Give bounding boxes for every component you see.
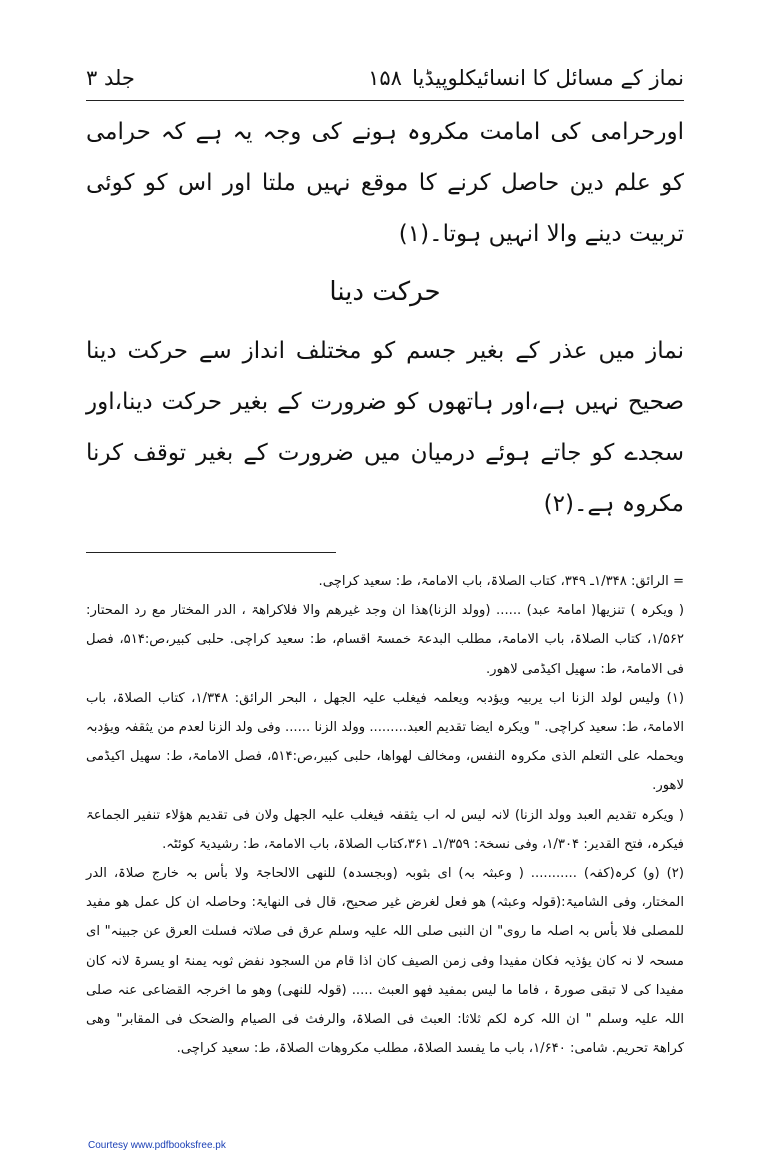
- paragraph-movement: نماز میں عذر کے بغیر جسم کو مختلف انداز سے حرکت دینا صحیح نہیں ہے،اور ہاتھوں کو ضرورت کے بغیر حرکت دینا،اور سجدے کو جاتے ہوئے درمیان میں ضرورت کے بغیر توقف کرنا مکروہ ہے۔(۲): [86, 338, 684, 517]
- courtesy-link[interactable]: Courtesy www.pdfbooksfree.pk: [88, 1140, 226, 1151]
- footnote: = الرائق: ۱/۳۴۸ـ ۳۴۹، کتاب الصلاۃ، باب الامامۃ، ط: سعید کراچی.: [318, 574, 684, 589]
- page-number: ۱۵۸: [368, 66, 402, 90]
- footnotes: [86, 567, 684, 1063]
- footnote: (۲) (و) کرہ(کفہ) ........... ( وعبثہ بہ) ای بثوبہ (وبجسدہ) للنھی الالحاجۃ ولا بأس بہ خارج صلاۃ، الدر المختار، وفی الشامیۃ:(قولہ وعبثہ) ھو فعل لغرض غیر صحیح، قال فی النھایۃ: وحاصلہ ان کل عمل ھو مفید للمصلی فلا بأس بہ اصلہ ما روی" ان النبی صلی اللہ علیہ وسلم عرق فی صلاتہ فسلت العرق عن جبینہ" ای مسحہ لا نہ کان یؤذیہ فکان مفیدا وفی زمن الصیف کان اذا قام من السجود نفض ثوبہ یمنۃ او یسرۃ لانہ کان مفیدا کی لا تبقی صورۃ ، فاما ما لیس بمفید فھو العبث ..... (قولہ للنھی) وھو ما اخرجہ القضاعی عنہ صلی اللہ علیہ وسلم " ان اللہ کرہ لکم ثلاثا: العبث فی الصلاۃ، والرفث فی الصیام والضحک فی المقابر" وھی کراھۃ تحریم. شامی: ۱/۶۴۰، باب ما یفسد الصلاۃ، مطلب مکروھات الصلاۃ، ط: سعید کراچی.: [86, 866, 684, 1057]
- footnote: ( ویکرہ ) تنزیھا( امامۃ عبد) ...... (وولد الزنا)ھذا ان وجد غیرھم والا فلاکراھۃ ، الدر المختار مع رد المحتار: ۱/۵۶۲، کتاب الصلاۃ، باب الامامۃ، مطلب البدعۃ خمسۃ اقسام، ط: سعید کراچی. حلبی کبیر،ص:۵۱۴، فصل فی الامامۃ، ط: سھیل اکیڈمی لاھور.: [86, 603, 684, 677]
- section-heading: حرکت دینا: [329, 277, 441, 307]
- paragraph-imamat: اورحرامی کی امامت مکروہ ہونے کی وجہ یہ ہے کہ حرامی کو علم دین حاصل کرنے کا موقع نہیں ملتا اور اس کو کوئی تربیت دینے والا انہیں ہوتا۔(۱): [86, 119, 684, 247]
- volume-label: جلد ۳: [86, 66, 135, 90]
- footnote: ( ویکرہ تقدیم العبد وولد الزنا) لانہ لیس لہ اب یثقفہ فیغلب علیہ الجھل ولان فی تقدیم ھؤلاء تنفیر الجماعۃ فیکرہ، فتح القدیر: ۱/۳۰۴، وفی نسخۃ: ۱/۳۵۹ـ ۳۶۱،کتاب الصلاۃ، باب الامامۃ، ط: رشیدیۃ کوئٹہ.: [86, 807, 684, 852]
- book-title: نماز کے مسائل کا انسائیکلوپیڈیا: [412, 66, 684, 90]
- page-header: [86, 64, 684, 101]
- footnote-divider: [86, 552, 336, 553]
- footnote: (۱) ولیس لولد الزنا اب یربیہ ویؤدبہ ویعلمہ فیغلب علیہ الجھل ، البحر الرائق: ۱/۳۴۸، کتاب الصلاۃ، باب الامامۃ، ط: سعید کراچی. " ویکرہ ایضا تقدیم العبد......... وولد الزنا ...... وفی ولد الزنا لعدم من یثقفہ ویؤدبہ ویحملہ علی التعلم الذی مکروہ النفس، ومخالف لھواھا، حلبی کبیر،ص:۵۱۴، فصل الامامۃ، ط: سھیل اکیڈمی لاھور.: [86, 690, 685, 794]
